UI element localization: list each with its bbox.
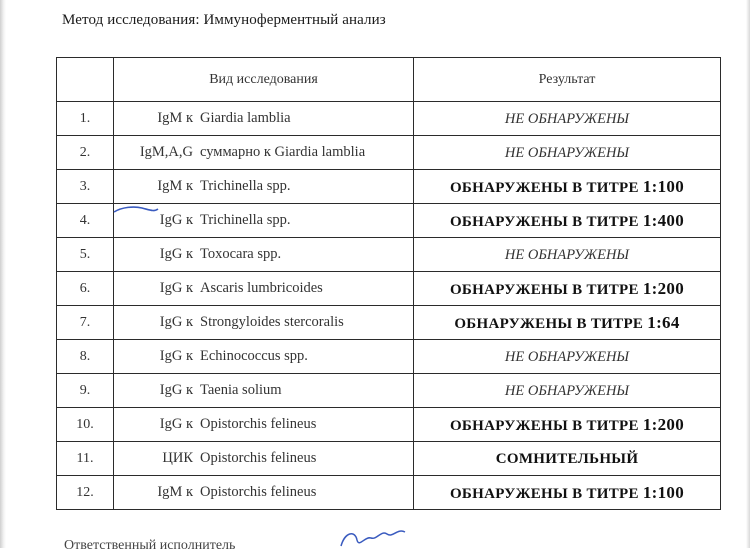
row-number: 12. [57, 476, 114, 510]
row-number: 2. [57, 136, 114, 170]
titer-value: 1:100 [642, 176, 685, 196]
result-cell [414, 340, 721, 374]
row-number: 8. [57, 340, 114, 374]
row-number: 5. [57, 238, 114, 272]
header-num [57, 58, 114, 102]
result-positive [449, 176, 685, 196]
test-cell [114, 136, 414, 170]
table-row [57, 170, 721, 204]
test-cell [114, 374, 414, 408]
pathogen-name: Toxocara spp. [200, 246, 282, 262]
result-text: ОБНАРУЖЕНЫ В ТИТРЕ [449, 417, 639, 434]
row-number: 10. [57, 408, 114, 442]
result-negative: НЕ ОБНАРУЖЕНЫ [504, 110, 630, 127]
row-number: 1. [57, 102, 114, 136]
antibody-class: IgG к [159, 212, 193, 228]
result-negative: НЕ ОБНАРУЖЕНЫ [504, 144, 630, 161]
table-row [57, 340, 721, 374]
row-number: 4. [57, 204, 114, 238]
titer-value: 1:100 [642, 482, 685, 502]
result-cell [414, 442, 721, 476]
page-left-edge-shadow [0, 0, 6, 548]
table-row [57, 136, 721, 170]
antibody-class: IgG к [159, 314, 193, 330]
pathogen-name: Taenia solium [200, 382, 282, 398]
result-positive [454, 312, 680, 332]
test-cell [114, 408, 414, 442]
pathogen-name: Echinococcus spp. [200, 348, 308, 364]
result-text: ОБНАРУЖЕНЫ В ТИТРЕ [449, 179, 639, 196]
pathogen-name: Giardia lamblia [200, 110, 291, 126]
signature-scribble [335, 526, 415, 550]
result-negative: НЕ ОБНАРУЖЕНЫ [504, 348, 630, 365]
table-row [57, 306, 721, 340]
table-row [57, 476, 721, 510]
antibody-class: IgG к [159, 382, 193, 398]
page-right-edge-shadow [746, 0, 750, 548]
pathogen-name: Trichinella spp. [200, 212, 291, 228]
table-row [57, 238, 721, 272]
pathogen-name: Ascaris lumbricoides [200, 280, 323, 296]
results-table [56, 57, 721, 510]
row-number: 3. [57, 170, 114, 204]
table-row [57, 408, 721, 442]
result-cell [414, 102, 721, 136]
test-cell [114, 102, 414, 136]
result-cell [414, 238, 721, 272]
titer-value: 1:200 [642, 414, 685, 434]
antibody-class: IgM,A,G [139, 144, 193, 160]
table-row [57, 374, 721, 408]
result-cell [414, 374, 721, 408]
antibody-class: IgG к [159, 246, 193, 262]
result-text: ОБНАРУЖЕНЫ В ТИТРЕ [449, 281, 639, 298]
table-row [57, 272, 721, 306]
test-cell [114, 476, 414, 510]
row-number: 7. [57, 306, 114, 340]
antibody-class: IgM к [157, 178, 193, 194]
result-negative: НЕ ОБНАРУЖЕНЫ [504, 246, 630, 263]
test-cell [114, 170, 414, 204]
test-cell [114, 442, 414, 476]
result-text: ОБНАРУЖЕНЫ В ТИТРЕ [454, 315, 644, 332]
table-row [57, 102, 721, 136]
antibody-class: IgG к [159, 280, 193, 296]
antibody-class: IgM к [157, 110, 193, 126]
result-cell [414, 306, 721, 340]
pen-stroke-mark [112, 203, 160, 217]
result-cell [414, 272, 721, 306]
antibody-class: IgG к [159, 348, 193, 364]
result-positive [449, 278, 685, 298]
test-cell [114, 306, 414, 340]
method-heading: Метод исследования: Иммуноферментный анализ [62, 12, 386, 28]
row-number: 9. [57, 374, 114, 408]
result-cell [414, 204, 721, 238]
titer-value: 1:400 [642, 210, 685, 230]
pathogen-name: Opistorchis felineus [200, 484, 317, 500]
titer-value: 1:200 [642, 278, 685, 298]
result-cell [414, 476, 721, 510]
pathogen-name: Trichinella spp. [200, 178, 291, 194]
pathogen-name: Opistorchis felineus [200, 450, 317, 466]
antibody-class: ЦИК [162, 450, 193, 466]
antibody-class: IgG к [159, 416, 193, 432]
header-test-type: Вид исследования [114, 58, 414, 102]
table-header-row [57, 58, 721, 102]
result-text: ОБНАРУЖЕНЫ В ТИТРЕ [449, 213, 639, 230]
row-number: 6. [57, 272, 114, 306]
header-result: Результат [414, 58, 721, 102]
pathogen-name: Opistorchis felineus [200, 416, 317, 432]
result-cell [414, 136, 721, 170]
result-positive [449, 210, 685, 230]
row-number: 11. [57, 442, 114, 476]
result-cell [414, 408, 721, 442]
signature-label: Ответственный исполнитель [64, 538, 236, 553]
titer-value: 1:64 [647, 312, 680, 332]
table-row [57, 442, 721, 476]
result-cell [414, 170, 721, 204]
test-cell [114, 340, 414, 374]
result-negative: НЕ ОБНАРУЖЕНЫ [504, 382, 630, 399]
pathogen-name: суммарно к Giardia lamblia [200, 144, 366, 160]
result-positive [449, 414, 685, 434]
pathogen-name: Strongyloides stercoralis [200, 314, 344, 330]
antibody-class: IgM к [157, 484, 193, 500]
result-doubtful: СОМНИТЕЛЬНЫЙ [495, 450, 639, 467]
result-text: ОБНАРУЖЕНЫ В ТИТРЕ [449, 485, 639, 502]
result-positive [449, 482, 685, 502]
test-cell [114, 238, 414, 272]
test-cell [114, 272, 414, 306]
